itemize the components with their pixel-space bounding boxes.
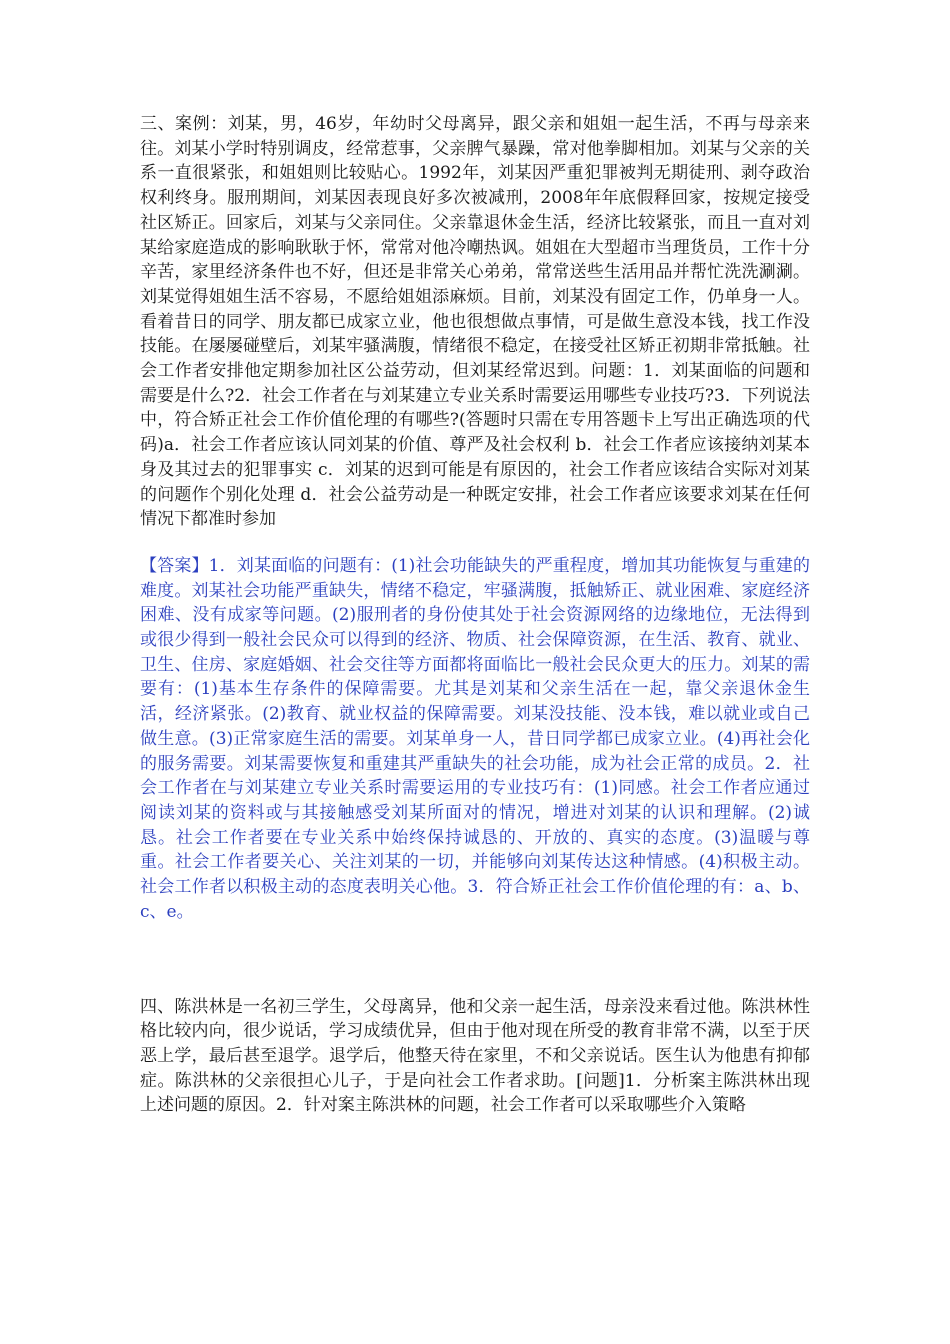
answer-3 [140,554,810,925]
question-3 [140,112,810,532]
document-page [140,112,810,1118]
question-4-text: 四、陈洪林是一名初三学生，父母离异，他和父亲一起生活，母亲没来看过他。陈洪林性格比较内向，很少说话，学习成绩优异，但由于他对现在所受的教育非常不满，以至于厌恶上学，最后甚至退学。退学后，他整天待在家里，不和父亲说话。医生认为他患有抑郁症。陈洪林的父亲很担心儿子，于是向社会工作者求助。[问题]1．分析案主陈洪林出现上述问题的原因。2．针对案主陈洪林的问题，社会工作者可以采取哪些介入策略 [140,996,810,1116]
answer-tag: 【答案】 [140,555,209,576]
answer-3-text: 1．刘某面临的问题有：(1)社会功能缺失的严重程度，增加其功能恢复与重建的难度。刘某社会功能严重缺失，情绪不稳定，牢骚满腹，抵触矫正、就业困难、家庭经济困难、没有成家等问题。(2)服刑者的身份使其处于社会资源网络的边缘地位，无法得到或很少得到一般社会民众可以得到的经济、物质、社会保障资源，在生活、教育、就业、卫生、住房、家庭婚姻、社会交往等方面都将面临比一般社会民众更大的压力。刘某的需要有：(1)基本生存条件的保障需要。尤其是刘某和父亲生活在一起，靠父亲退休金生活，经济紧张。(2)教育、就业权益的保障需要。刘某没技能、没本钱，难以就业或自己做生意。(3)正常家庭生活的需要。刘某单身一人，昔日同学都已成家立业。(4)再社会化的服务需要。刘某需要恢复和重建其严重缺失的社会功能，成为社会正常的成员。2．社会工作者在与刘某建立专业关系时需要运用的专业技巧有：(1)同感。社会工作者应通过阅读刘某的资料或与其接触感受刘某所面对的情况，增进对刘某的认识和理解。(2)诚恳。社会工作者要在专业关系中始终保持诚恳的、开放的、真实的态度。(3)温暖与尊重。社会工作者要关心、关注刘某的一切，并能够向刘某传达这种情感。(4)积极主动。社会工作者以积极主动的态度表明关心他。3．符合矫正社会工作价值伦理的有：a、b、c、e。 [140,555,811,922]
question-3-text: 三、案例：刘某，男，46岁，年幼时父母离异，跟父亲和姐姐一起生活，不再与母亲来往。刘某小学时特别调皮，经常惹事，父亲脾气暴躁，常对他拳脚相加。刘某与父亲的关系一直很紧张，和姐姐则比较贴心。1992年，刘某因严重犯罪被判无期徒刑、剥夺政治权利终身。服刑期间，刘某因表现良好多次被减刑，2008年年底假释回家，按规定接受社区矫正。回家后，刘某与父亲同住。父亲靠退休金生活，经济比较紧张，而且一直对刘某给家庭造成的影响耿耿于怀，常常对他冷嘲热讽。姐姐在大型超市当理货员，工作十分辛苦，家里经济条件也不好，但还是非常关心弟弟，常常送些生活用品并帮忙洗洗涮涮。刘某觉得姐姐生活不容易，不愿给姐姐添麻烦。目前，刘某没有固定工作，仍单身一人。看着昔日的同学、朋友都已成家立业，他也很想做点事情，可是做生意没本钱，找工作没技能。在屡屡碰壁后，刘某牢骚满腹，情绪很不稳定，在接受社区矫正初期非常抵触。社会工作者安排他定期参加社区公益劳动，但刘某经常迟到。问题：1．刘某面临的问题和需要是什么?2．社会工作者在与刘某建立专业关系时需要运用哪些专业技巧?3．下列说法中，符合矫正社会工作价值伦理的有哪些?(答题时只需在专用答题卡上写出正确选项的代码)a．社会工作者应该认同刘某的价值、尊严及社会权利 b．社会工作者应该接纳刘某本身及其过去的犯罪事实 c．刘某的迟到可能是有原因的，社会工作者应该结合实际对刘某的问题作个别化处理 d．社会公益劳动是一种既定安排，社会工作者应该要求刘某在任何情况下都准时参加 [140,114,810,530]
question-4 [140,995,810,1119]
